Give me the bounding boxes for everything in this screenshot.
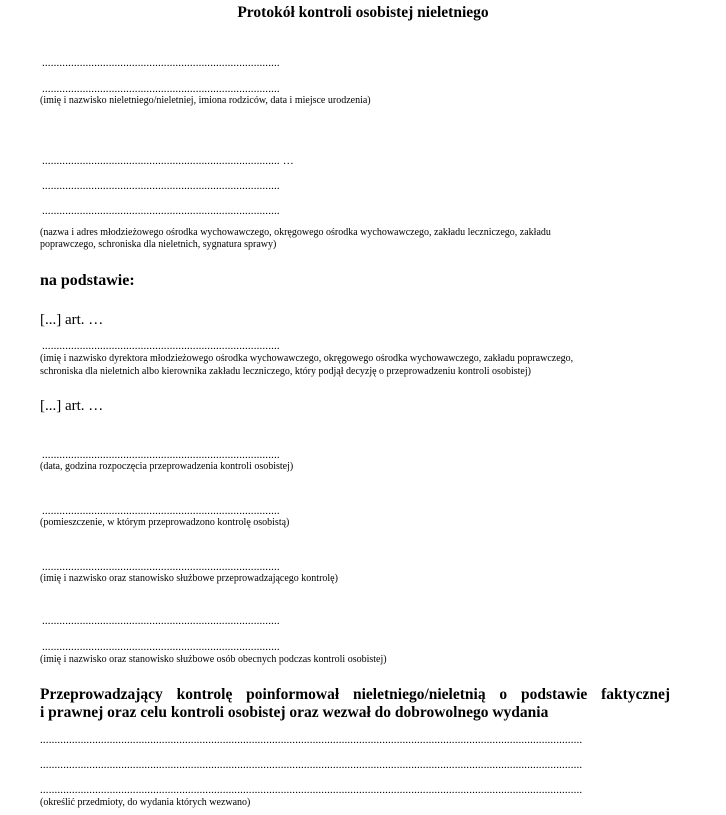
statement-paragraph (40, 686, 670, 722)
dotted-line: .................................................................................. (42, 505, 280, 517)
field-caption-facility-line2: poprawczego, schroniska dla nieletnich, sygnatura sprawy) (40, 239, 277, 250)
legal-basis-article: [...] art. … (40, 398, 104, 414)
legal-basis-article: [...] art. … (40, 312, 104, 328)
field-caption-minor-data: (imię i nazwisko nieletniego/nieletniej, imiona rodziców, data i miejsce urodzenia) (40, 95, 371, 106)
dotted-line: .................................................................................. (42, 180, 280, 192)
field-caption-facility-line1: (nazwa i adres młodzieżowego ośrodka wychowawczego, okręgowego ośrodka wychowawczego, zakładu leczniczego, zakładu (40, 227, 551, 238)
field-caption-persons-present: (imię i nazwisko oraz stanowisko służbowe osób obecnych podczas kontroli osobistej) (40, 654, 387, 665)
dotted-line: .................................................................................. (42, 615, 280, 627)
field-caption-date-time: (data, godzina rozpoczęcia przeprowadzenia kontroli osobistej) (40, 461, 294, 472)
document-title: Protokół kontroli osobistej nieletniego (237, 4, 489, 21)
dotted-line: .................................................................................. (42, 561, 280, 573)
dotted-line: .................................................................................. (42, 205, 280, 217)
dotted-line: .................................................................................. (42, 340, 280, 352)
dotted-line: .................................................................................. (42, 641, 280, 653)
field-caption-director-line2: schroniska dla nieletnich albo kierownika zakładu leczniczego, który podjął decyzję o przeprowadzeniu kontroli osobistej) (40, 366, 531, 377)
field-caption-inspector: (imię i nazwisko oraz stanowisko służbowe przeprowadzającego kontrolę) (40, 573, 338, 584)
dotted-line: .................................................................................. (42, 57, 280, 69)
statement-line1: Przeprowadzający kontrolę poinformował nieletniego/nieletnią o podstawie faktycznej (40, 686, 670, 703)
basis-heading: na podstawie: (40, 272, 135, 289)
field-caption-items: (określić przedmioty, do wydania których wezwano) (40, 797, 251, 808)
dotted-line: .................................................................................. … (42, 155, 294, 167)
dotted-line: ........................................................................................................................................................................................... (40, 759, 583, 771)
dotted-line: ........................................................................................................................................................................................... (40, 734, 583, 746)
dotted-line: .................................................................................. (42, 449, 280, 461)
dotted-line: .................................................................................. (42, 83, 280, 95)
statement-line2: i prawnej oraz celu kontroli osobistej oraz wezwał do dobrowolnego wydania (40, 704, 549, 721)
field-caption-director-line1: (imię i nazwisko dyrektora młodzieżowego ośrodka wychowawczego, okręgowego ośrodka wychowawczego, zakładu poprawczego, (40, 353, 574, 364)
dotted-line: ........................................................................................................................................................................................... (40, 784, 583, 796)
field-caption-room: (pomieszczenie, w którym przeprowadzono kontrolę osobistą) (40, 517, 290, 528)
